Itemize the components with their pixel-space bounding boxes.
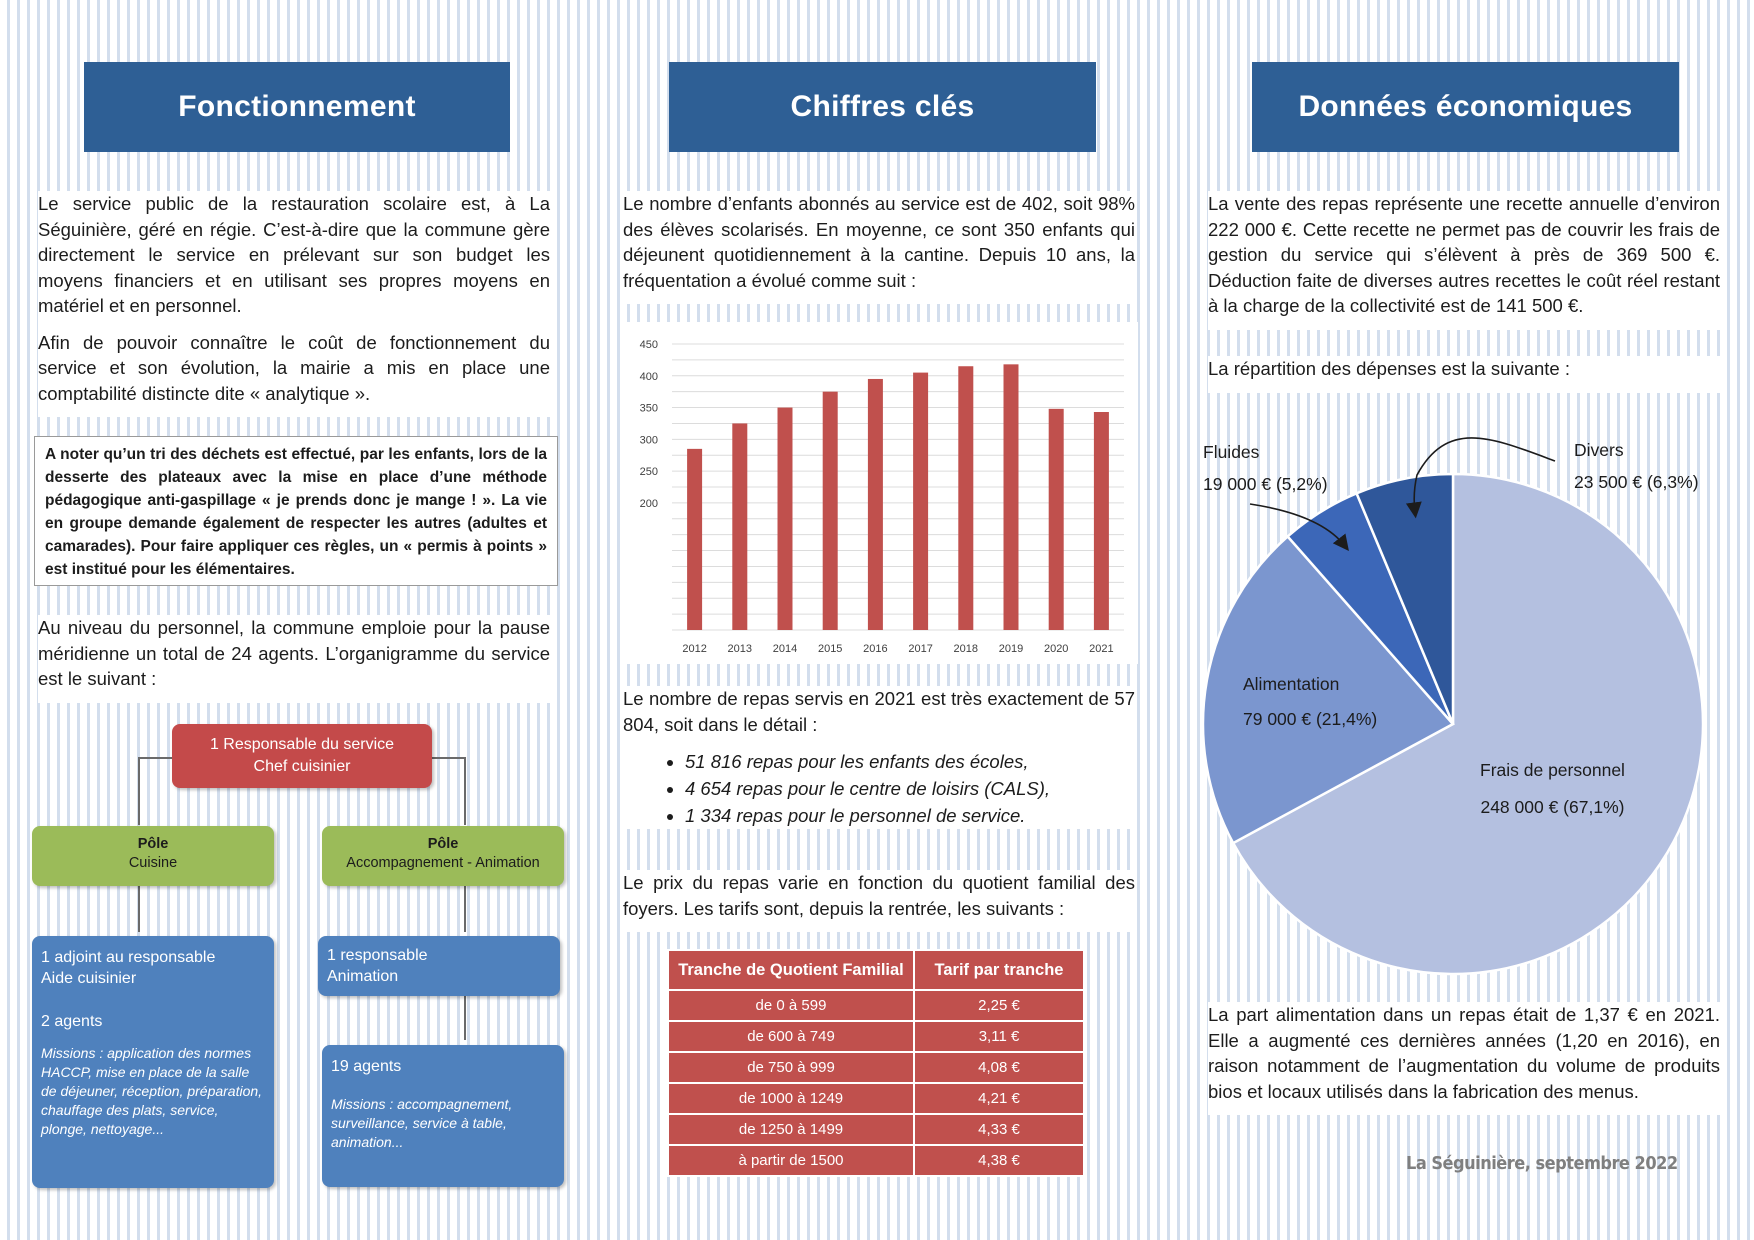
org-connector (464, 886, 466, 932)
anti-gaspillage-note (34, 436, 558, 586)
repas-list-item: • 51 816 repas pour les enfants des écoles, (685, 748, 1135, 775)
table-row (668, 1083, 1084, 1114)
pie-label-personnel-name: Frais de personnel (1480, 760, 1625, 780)
pie-callout-arrows (1173, 420, 1733, 620)
org-animation-line2: Animation (327, 968, 399, 985)
org-pole-animation (322, 826, 564, 886)
y-tick-label: 300 (639, 434, 658, 447)
pie-label-alimentation (1243, 672, 1377, 731)
x-tick-label: 2017 (908, 643, 933, 655)
pie-label-alimentation-name: Alimentation (1243, 674, 1340, 694)
pie-label-divers-name: Divers (1574, 440, 1624, 460)
tarifs-header-tarif: Tarif par tranche (914, 950, 1084, 990)
fonctionnement-paragraph-1: Le service public de la restauration scolaire est, à La Séguinière, géré en régie. C’est-à-dire que la commune gère directement le service en prélevant sur son budget les moyens financiers et en utilisant ses propres moyens en matériel et en personnel. (38, 193, 550, 316)
tranche-cell: de 0 à 599 (668, 990, 914, 1021)
pie-label-personnel-value: 248 000 € (67,1%) (1480, 797, 1625, 817)
bar-2017 (913, 373, 928, 630)
y-tick-label: 200 (639, 497, 658, 510)
bar-2020 (1049, 409, 1064, 630)
org-responsable-line2: Chef cuisinier (253, 758, 351, 775)
bar-2018 (958, 366, 973, 630)
y-tick-label: 350 (639, 402, 658, 415)
repas-list-item: • 4 654 repas pour le centre de loisirs (CALS), (685, 775, 1135, 802)
org-cuisine-missions: Missions : application des normes HACCP, mise en place de la salle de déjeuner, réception, préparation, chauffage des plats, service, plonge, nettoyage... (41, 1045, 263, 1137)
header-fonctionnement (84, 62, 510, 152)
x-tick-label: 2018 (953, 643, 979, 655)
table-row (668, 1145, 1084, 1176)
header-economie (1252, 62, 1679, 152)
y-tick-label: 250 (639, 466, 658, 479)
bar-2015 (823, 392, 838, 630)
org-animation-line1: 1 responsable (327, 947, 428, 964)
x-tick-label: 2015 (817, 643, 843, 655)
tranche-cell: de 600 à 749 (668, 1021, 914, 1052)
fluides-arrow (1250, 504, 1345, 546)
economie-text-1 (1208, 191, 1720, 330)
org-cuisine-details (32, 936, 274, 1188)
header-economie-title: Données économiques (1298, 90, 1633, 123)
frequentation-chart-panel (622, 322, 1138, 664)
tarif-cell: 4,21 € (914, 1083, 1084, 1114)
x-tick-label: 2014 (772, 643, 798, 655)
fonctionnement-text (38, 191, 550, 417)
tarif-cell: 2,25 € (914, 990, 1084, 1021)
chiffres-text-3 (623, 870, 1135, 932)
frequentation-bar-chart (622, 322, 1138, 664)
org-animation-details (322, 1045, 564, 1187)
org-connector (464, 996, 466, 1040)
y-tick-label: 400 (639, 370, 658, 383)
personnel-paragraph: Au niveau du personnel, la commune emploie pour la pause méridienne un total de 24 agents. L’organigramme du service est le suivant : (38, 617, 550, 689)
tarif-cell: 4,38 € (914, 1145, 1084, 1176)
fonctionnement-paragraph-2: Afin de pouvoir connaître le coût de fonctionnement du service et son évolution, la mairie a mis en place une comptabilité distincte dite « analytique ». (38, 331, 550, 404)
org-cuisine-line2: Aide cuisinier (41, 970, 137, 987)
bar-2014 (778, 408, 793, 630)
header-chiffres-title: Chiffres clés (790, 90, 975, 123)
chiffres-paragraph-3: Le prix du repas varie en fonction du quotient familial des foyers. Les tarifs sont, depuis la rentrée, les suivants : (623, 872, 1135, 919)
org-connector (138, 757, 140, 825)
x-tick-label: 2021 (1089, 643, 1114, 655)
economie-paragraph-1: La vente des repas représente une recette annuelle d’environ 222 000 €. Cette recette ne permet pas de couvrir les frais de gestion du service qui s’élèvent à près de 369 500 €. Déduction faite de diverses autres recettes le coût réel restant à la charge de la collectivité est de 141 500 €. (1208, 193, 1720, 316)
economie-paragraph-2: La répartition des dépenses est la suivante : (1208, 358, 1571, 379)
tarif-cell: 4,08 € (914, 1052, 1084, 1083)
tranche-cell: de 1000 à 1249 (668, 1083, 914, 1114)
tarifs-header-tranche: Tranche de Quotient Familial (668, 950, 914, 990)
chiffres-text-1 (623, 191, 1135, 304)
org-animation-responsable (318, 936, 560, 996)
x-tick-label: 2019 (998, 643, 1024, 655)
signature: La Séguinière, septembre 2022 (1406, 1153, 1678, 1174)
pie-label-alimentation-value: 79 000 € (21,4%) (1243, 709, 1378, 729)
bar-2013 (732, 423, 747, 630)
org-cuisine-agents: 2 agents (41, 1013, 103, 1030)
bar-2019 (1004, 364, 1019, 630)
org-connector (138, 886, 140, 932)
table-row (668, 1052, 1084, 1083)
org-pole-animation-title: Pôle (427, 836, 459, 852)
tarif-cell: 3,11 € (914, 1021, 1084, 1052)
tranche-cell: de 1250 à 1499 (668, 1114, 914, 1145)
org-animation-agents: 19 agents (331, 1058, 402, 1075)
x-tick-label: 2020 (1043, 643, 1069, 655)
org-cuisine-line1: 1 adjoint au responsable (41, 949, 216, 966)
tranche-cell: à partir de 1500 (668, 1145, 914, 1176)
x-tick-label: 2012 (682, 643, 707, 655)
chiffres-paragraph-2: Le nombre de repas servis en 2021 est très exactement de 57 804, soit dans le détail : (623, 688, 1135, 735)
org-connector (432, 757, 466, 759)
org-responsable-box (172, 724, 432, 788)
table-row (668, 990, 1084, 1021)
org-pole-cuisine (32, 826, 274, 886)
economie-text-3 (1208, 1002, 1720, 1115)
economie-text-2 (1208, 356, 1720, 393)
org-connector (464, 757, 466, 825)
org-pole-animation-name: Accompagnement - Animation (346, 855, 540, 871)
divers-arrow (1414, 438, 1555, 512)
tarifs-table (667, 949, 1085, 1177)
pie-label-divers-value: 23 500 € (6,3%) (1574, 472, 1699, 492)
table-row (668, 1114, 1084, 1145)
header-fonctionnement-title: Fonctionnement (178, 90, 416, 123)
personnel-text (38, 615, 550, 703)
bar-2012 (687, 449, 702, 630)
pie-label-fluides-value: 19 000 € (5,2%) (1203, 474, 1328, 494)
tranche-cell: de 750 à 999 (668, 1052, 914, 1083)
anti-gaspillage-note-text: A noter qu’un tri des déchets est effectué, par les enfants, lors de la desserte des plateaux avec la mise en place d’une méthode pédagogique anti-gaspillage « je prends donc je mange ! ». La vie en groupe demande également de respecter les autres (adultes et camarades). Pour faire appliquer ces règles, un « permis à points » est institué pour les élémentaires. (45, 446, 547, 578)
chiffres-text-2 (623, 686, 1135, 829)
header-chiffres (669, 62, 1096, 152)
tarif-cell: 4,33 € (914, 1114, 1084, 1145)
economie-paragraph-3: La part alimentation dans un repas était de 1,37 € en 2021. Elle a augmenté ces dernières années (1,20 en 2016), en raison notamment de l’augmentation du volume de produits bios et locaux utilisés dans la fabrication des menus. (1208, 1004, 1720, 1102)
repas-list (623, 748, 1135, 829)
bar-2016 (868, 379, 883, 630)
bar-2021 (1094, 412, 1109, 630)
x-tick-label: 2016 (863, 643, 888, 655)
org-pole-cuisine-title: Pôle (137, 836, 169, 852)
x-tick-label: 2013 (727, 643, 753, 655)
table-row (668, 1021, 1084, 1052)
org-animation-missions: Missions : accompagnement, surveillance, service à table, animation... (331, 1096, 513, 1150)
org-responsable-line1: 1 Responsable du service (209, 736, 395, 753)
tarifs-header-row (668, 950, 1084, 990)
pie-label-personnel (1480, 758, 1625, 819)
y-tick-label: 450 (639, 339, 658, 351)
pie-label-fluides-name: Fluides (1203, 442, 1260, 462)
org-pole-cuisine-name: Cuisine (128, 855, 178, 871)
repas-list-item: • 1 334 repas pour le personnel de service. (685, 802, 1135, 829)
chiffres-paragraph-1: Le nombre d’enfants abonnés au service est de 402, soit 98% des élèves scolarisés. En moyenne, ce sont 350 enfants qui déjeunent quotidiennement à la cantine. Depuis 10 ans, la fréquentation a évolué comme suit : (623, 193, 1135, 291)
org-connector (138, 757, 172, 759)
